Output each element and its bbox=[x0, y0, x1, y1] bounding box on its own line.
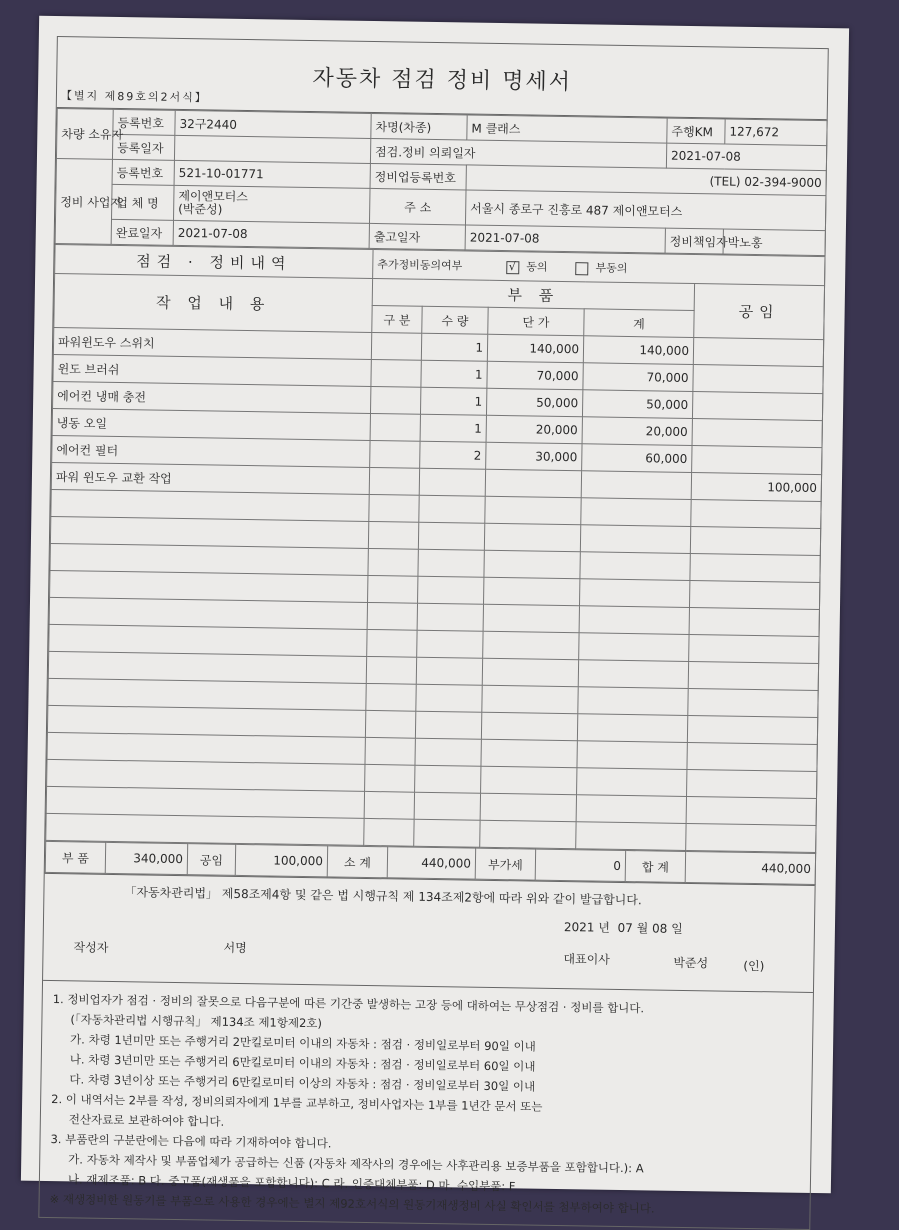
sum-labor: 100,000 bbox=[235, 844, 327, 876]
item-type bbox=[368, 548, 418, 576]
sum-vat-label: 부가세 bbox=[475, 848, 535, 880]
item-type bbox=[370, 440, 420, 468]
owner-reg-no-label: 등록번호 bbox=[113, 109, 175, 135]
sum-labor-label: 공임 bbox=[187, 844, 235, 876]
item-type bbox=[366, 683, 416, 711]
item-unit bbox=[485, 469, 581, 498]
item-total bbox=[580, 552, 690, 581]
note-line: 나. 차령 3년미만 또는 주행거리 6만킬로미터 이내의 자동차 : 점검 · 정비일로부터 60일 이내 bbox=[69, 1052, 536, 1074]
item-name bbox=[46, 813, 364, 845]
item-labor bbox=[686, 823, 816, 852]
item-qty: 1 bbox=[420, 387, 486, 415]
item-total bbox=[579, 606, 689, 635]
item-labor bbox=[686, 796, 816, 825]
item-total: 50,000 bbox=[582, 390, 692, 419]
release-date-label: 출고일자 bbox=[369, 223, 465, 250]
item-unit bbox=[481, 712, 577, 741]
item-type bbox=[364, 791, 414, 819]
item-unit bbox=[480, 820, 576, 849]
item-qty bbox=[414, 792, 480, 820]
car-name: M 클래스 bbox=[467, 115, 667, 143]
col-qty-header: 수 량 bbox=[422, 306, 488, 334]
owner-reg-date-label: 등록일자 bbox=[112, 134, 174, 160]
writer-label: 작성자 bbox=[73, 940, 109, 955]
work-section-title: 점검 · 정비내역 bbox=[55, 244, 373, 278]
item-labor bbox=[690, 554, 820, 583]
issue-day-label: 일 bbox=[671, 921, 683, 936]
issue-month: 07 bbox=[617, 920, 633, 936]
note-line: 나. 재제조품: B 다. 중고품(재생품을 포함합니다): C 라. 인증대체부품: D 마. 수입부품: F bbox=[67, 1172, 516, 1194]
sum-parts-label: 부 품 bbox=[45, 841, 105, 873]
item-labor bbox=[692, 392, 822, 421]
item-qty bbox=[417, 630, 483, 658]
rep-name: 박준성 bbox=[673, 955, 709, 971]
done-date-label: 완료일자 bbox=[111, 219, 173, 245]
issue-day: 08 bbox=[651, 921, 668, 936]
item-qty bbox=[418, 576, 484, 604]
item-labor bbox=[688, 661, 818, 690]
biz-reg-label: 정비업등록번호 bbox=[370, 163, 466, 190]
col-parts-header: 부 품 bbox=[372, 278, 694, 310]
form-title bbox=[57, 37, 828, 120]
item-unit: 70,000 bbox=[487, 361, 583, 390]
item-unit bbox=[483, 604, 579, 633]
item-total bbox=[581, 498, 691, 527]
item-type bbox=[365, 710, 415, 738]
item-total bbox=[576, 795, 686, 824]
note-line: 다. 차령 3년이상 또는 주행거리 6만킬로미터 이상의 자동차 : 점검 · 정비일로부터 30일 이내 bbox=[69, 1072, 536, 1094]
mileage-label: 주행KM bbox=[667, 118, 725, 144]
item-total bbox=[577, 768, 687, 797]
item-labor bbox=[687, 715, 817, 744]
company-label: 업 체 명 bbox=[112, 184, 175, 220]
item-total bbox=[577, 714, 687, 743]
item-total bbox=[580, 525, 690, 554]
done-date: 2021-07-08 bbox=[173, 220, 369, 248]
item-type bbox=[368, 575, 418, 603]
item-name: 냉동 오일 bbox=[52, 408, 370, 440]
item-unit: 30,000 bbox=[486, 442, 582, 471]
shop-reg-no-label: 등록번호 bbox=[112, 159, 174, 185]
item-type bbox=[371, 359, 421, 387]
item-qty bbox=[416, 684, 482, 712]
note-line: ※ 재생정비한 원동기를 부품으로 사용한 경우에는 별지 제92호서식의 원동기재생정비 사실 확인서를 첨부하여야 합니다. bbox=[49, 1192, 655, 1216]
issue-date bbox=[564, 918, 683, 937]
item-labor bbox=[693, 365, 823, 394]
item-total bbox=[581, 471, 691, 500]
item-name: 파워윈도우 스위치 bbox=[53, 327, 371, 359]
note-line: 전산자료로 보관하여야 합니다. bbox=[68, 1112, 225, 1129]
item-unit bbox=[483, 631, 579, 660]
issue-month-label: 월 bbox=[636, 921, 649, 936]
item-unit bbox=[481, 739, 577, 768]
note-line: 가. 자동차 제작사 및 부품업체가 공급하는 신품 (자동차 제작사의 경우에는 사후관리용 보증부품을 포함합니다.): A bbox=[68, 1152, 644, 1176]
col-type-header: 구 분 bbox=[372, 305, 422, 333]
car-name-label: 차명(차종) bbox=[371, 113, 467, 140]
owner-shop-table bbox=[55, 108, 828, 256]
work-table bbox=[45, 244, 825, 853]
item-qty bbox=[417, 603, 483, 631]
item-qty bbox=[414, 819, 480, 847]
item-labor bbox=[690, 527, 820, 556]
item-type bbox=[367, 602, 417, 630]
col-labor-header: 공임 bbox=[694, 284, 825, 340]
issue-year: 2021 bbox=[563, 920, 595, 935]
sum-parts: 340,000 bbox=[105, 842, 187, 874]
paper-sheet bbox=[21, 16, 849, 1216]
request-date: 2021-07-08 bbox=[666, 143, 826, 171]
note-line: 1. 정비업자가 점검 · 정비의 잘못으로 다음구분에 따른 기간중 발생하는 고장 등에 대하여는 무상점검 · 정비를 합니다. bbox=[52, 992, 645, 1016]
request-date-label: 점검.정비 의뢰일자 bbox=[370, 138, 666, 168]
item-type bbox=[365, 737, 415, 765]
address-value: 서울시 종로구 진흥로 487 제이앤모터스 bbox=[465, 190, 826, 231]
item-total bbox=[576, 822, 686, 851]
sum-subtotal: 440,000 bbox=[387, 847, 475, 879]
release-date: 2021-07-08 bbox=[465, 225, 665, 253]
item-name: 에어컨 필터 bbox=[52, 435, 370, 467]
item-total bbox=[577, 741, 687, 770]
item-labor bbox=[687, 769, 817, 798]
item-unit bbox=[484, 523, 580, 552]
item-labor bbox=[689, 634, 819, 663]
item-qty bbox=[418, 522, 484, 550]
company-cell bbox=[174, 185, 371, 223]
consent-label: 추가정비동의여부 bbox=[377, 258, 463, 273]
company-name: 제이앤모터스 bbox=[178, 188, 249, 205]
item-qty bbox=[415, 738, 481, 766]
item-labor bbox=[693, 338, 823, 367]
declaration bbox=[43, 873, 815, 992]
sum-total: 440,000 bbox=[685, 851, 815, 884]
item-type bbox=[364, 818, 414, 846]
item-qty bbox=[418, 549, 484, 577]
col-work-header: 작 업 내 용 bbox=[54, 273, 373, 332]
declaration-statement: 「자동차관리법」 제58조제4항 및 같은 법 시행규칙 제 134조제2항에 따라 위와 같이 발급합니다. bbox=[124, 885, 642, 908]
item-total bbox=[578, 687, 688, 716]
item-labor bbox=[689, 607, 819, 636]
item-unit: 50,000 bbox=[486, 388, 582, 417]
item-type bbox=[368, 521, 418, 549]
item-unit: 140,000 bbox=[487, 334, 583, 363]
item-type bbox=[369, 494, 419, 522]
item-unit bbox=[484, 577, 580, 606]
shop-reg-no: 521-10-01771 bbox=[174, 160, 370, 188]
item-labor bbox=[692, 446, 822, 475]
item-qty: 2 bbox=[420, 441, 486, 469]
owner-reg-no: 32구2440 bbox=[175, 110, 371, 138]
item-total bbox=[578, 660, 688, 689]
item-labor bbox=[687, 742, 817, 771]
company-owner: (박준성) bbox=[178, 201, 223, 217]
item-type bbox=[370, 413, 420, 441]
owner-section-label: 차량 소유자 bbox=[56, 109, 113, 160]
form-number: 【별지 제89호의2서식】 bbox=[60, 89, 208, 105]
item-qty: 1 bbox=[420, 414, 486, 442]
item-unit: 20,000 bbox=[486, 415, 582, 444]
rep-label: 대표이사 bbox=[563, 952, 610, 967]
seal-mark: (인) bbox=[743, 958, 765, 974]
address-label: 주 소 bbox=[369, 188, 466, 225]
item-name: 에어컨 냉매 충전 bbox=[53, 381, 371, 413]
item-type bbox=[365, 764, 415, 792]
sum-total-label: 합 계 bbox=[625, 851, 685, 883]
item-type bbox=[367, 629, 417, 657]
issue-year-label: 년 bbox=[598, 920, 611, 935]
item-qty bbox=[416, 657, 482, 685]
owner-reg-date bbox=[174, 135, 370, 163]
item-labor bbox=[691, 500, 821, 529]
item-name: 파워 윈도우 교환 작업 bbox=[51, 462, 369, 494]
item-total: 140,000 bbox=[583, 336, 693, 365]
shop-section-label: 정비 사업자 bbox=[55, 158, 112, 244]
item-qty bbox=[415, 765, 481, 793]
item-labor: 100,000 bbox=[691, 473, 821, 502]
item-unit bbox=[480, 793, 576, 822]
item-unit bbox=[482, 685, 578, 714]
col-unit-header: 단 가 bbox=[488, 307, 584, 336]
mileage-value: 127,672 bbox=[725, 119, 827, 146]
sum-vat: 0 bbox=[535, 849, 625, 881]
sum-subtotal-label: 소 계 bbox=[327, 846, 387, 878]
item-total: 20,000 bbox=[582, 417, 692, 446]
manager-name: 박노홍 bbox=[723, 229, 825, 256]
inspection-form bbox=[38, 36, 828, 1230]
item-type bbox=[370, 386, 420, 414]
item-qty: 1 bbox=[421, 333, 487, 361]
note-line: 2. 이 내역서는 2부를 작성, 정비의뢰자에게 1부를 교부하고, 정비사업자는 1부를 1년간 문서 또는 bbox=[51, 1092, 543, 1114]
item-unit bbox=[482, 658, 578, 687]
item-unit bbox=[484, 550, 580, 579]
item-labor bbox=[688, 688, 818, 717]
item-total: 70,000 bbox=[583, 363, 693, 392]
title-text: 자동차 점검 정비 명세서 bbox=[312, 65, 573, 95]
item-qty bbox=[415, 711, 481, 739]
agree-checkbox[interactable]: √ bbox=[506, 261, 519, 274]
item-unit bbox=[485, 496, 581, 525]
item-qty bbox=[419, 468, 485, 496]
note-line: (「자동차관리법 시행규칙」 제134조 제1항제2호) bbox=[70, 1012, 323, 1031]
note-line: 가. 차령 1년미만 또는 주행거리 2만킬로미터 이내의 자동차 : 점검 · 정비일로부터 90일 이내 bbox=[70, 1032, 536, 1054]
item-name: 윈도 브러쉬 bbox=[53, 354, 371, 386]
item-rows bbox=[46, 327, 824, 852]
item-type bbox=[369, 467, 419, 495]
note-line: 3. 부품란의 구분란에는 다음에 따라 기재하여야 합니다. bbox=[50, 1132, 332, 1151]
item-qty: 1 bbox=[421, 360, 487, 388]
item-type bbox=[366, 656, 416, 684]
item-labor bbox=[692, 419, 822, 448]
item-total bbox=[579, 633, 689, 662]
disagree-label: 부동의 bbox=[595, 261, 628, 275]
sign-label: 서명 bbox=[223, 940, 247, 956]
shop-tel: (TEL) 02-394-9000 bbox=[466, 165, 826, 196]
manager-label: 정비책임자 bbox=[665, 228, 723, 254]
item-labor bbox=[689, 581, 819, 610]
item-type bbox=[371, 332, 421, 360]
item-total: 60,000 bbox=[582, 444, 692, 473]
notes-section bbox=[39, 980, 813, 1229]
col-total-header: 계 bbox=[584, 309, 694, 338]
item-unit bbox=[481, 766, 577, 795]
disagree-checkbox[interactable] bbox=[575, 262, 588, 275]
agree-label: 동의 bbox=[526, 260, 548, 274]
item-qty bbox=[419, 495, 485, 523]
item-total bbox=[579, 579, 689, 608]
